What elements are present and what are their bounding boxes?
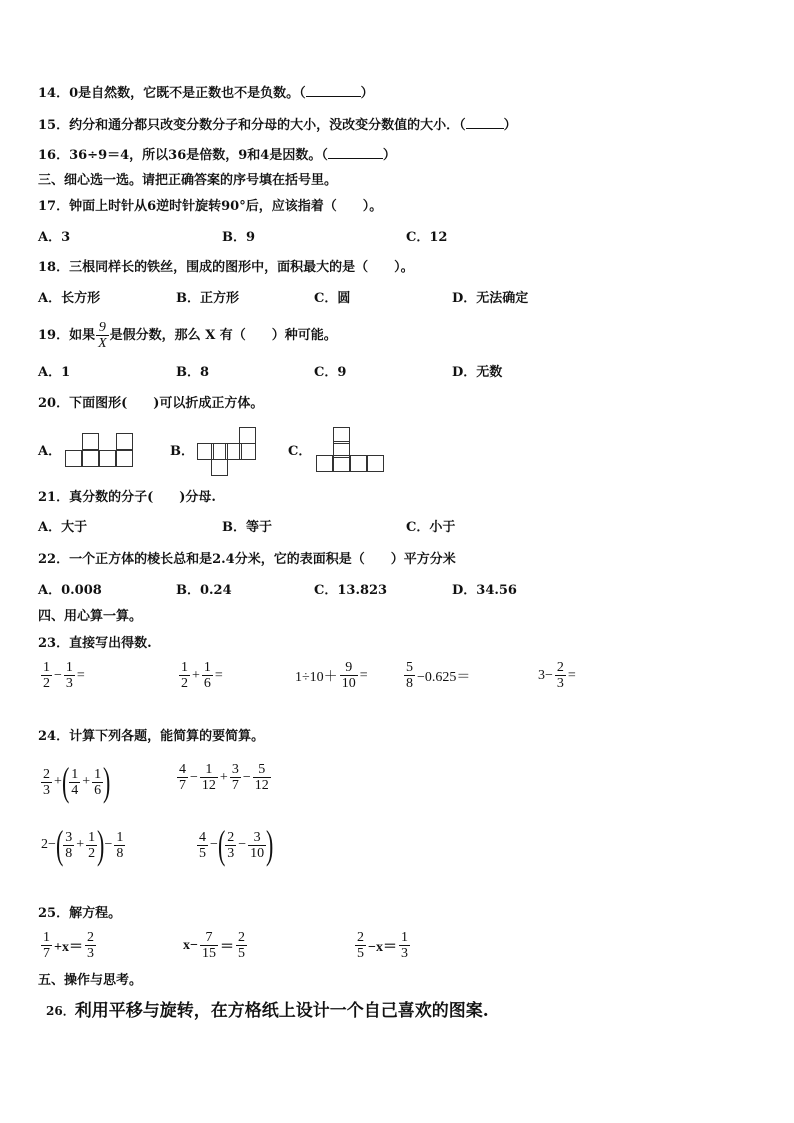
left-paren: (: [217, 822, 226, 867]
fraction: [64, 660, 75, 691]
numerator: 1: [65, 660, 73, 675]
numerator: 4: [199, 829, 206, 845]
q16-close-paren: ）: [382, 148, 396, 163]
fraction: [41, 660, 52, 691]
q25-text: 解方程。: [69, 906, 122, 921]
denominator: 12: [254, 778, 269, 793]
numerator: 3: [253, 829, 261, 845]
numerator: 1: [88, 829, 96, 845]
question-21: [38, 490, 216, 506]
q17-option-b[interactable]: B．9: [222, 230, 256, 245]
operator: −: [104, 837, 113, 852]
q23-expression-4: [403, 660, 471, 691]
q23-number: 23．: [38, 636, 70, 651]
denominator: 15: [201, 946, 216, 961]
q23-expression-5: [537, 660, 577, 691]
fraction: [230, 762, 241, 793]
q20-label-c[interactable]: C．: [288, 444, 312, 459]
equation-middle: ＝: [219, 939, 234, 955]
question-15: [38, 116, 517, 134]
numerator: 2: [237, 930, 245, 945]
question-18: [38, 260, 414, 276]
q15-answer-blank[interactable]: [466, 116, 504, 129]
q14-close-paren: ）: [360, 86, 374, 101]
denominator: 3: [227, 845, 235, 861]
denominator: 8: [406, 676, 413, 691]
denominator: 12: [201, 778, 216, 793]
numerator: 1: [94, 766, 102, 782]
question-20: [38, 396, 263, 412]
q20-net-c: [316, 427, 388, 471]
denominator: 5: [237, 946, 245, 961]
q21-text: 真分数的分子( )分母.: [69, 490, 216, 505]
q18-option-b[interactable]: B．正方形: [176, 291, 239, 306]
numerator: 1: [43, 930, 50, 945]
operator: +: [76, 837, 85, 852]
fraction: [404, 660, 415, 691]
q24-text: 计算下列各题，能简算的要简算。: [69, 729, 265, 744]
operator: +: [219, 769, 228, 785]
operator: −: [54, 667, 62, 683]
q21-option-b[interactable]: B．等于: [222, 520, 272, 535]
q19-fraction: [96, 320, 109, 351]
fraction: [69, 767, 80, 798]
q19-number: 19．: [38, 327, 70, 343]
denominator: 3: [65, 676, 73, 691]
q20-number: 20．: [38, 396, 70, 411]
fraction: [41, 767, 52, 798]
section-4-heading: 四、用心算一算。: [38, 609, 143, 624]
numerator: 2: [556, 660, 564, 675]
numerator: 1: [181, 660, 188, 675]
fraction: [63, 830, 74, 861]
equals: =: [359, 667, 368, 683]
q18-option-a[interactable]: A．长方形: [38, 291, 101, 306]
numerator: 4: [179, 762, 186, 777]
q16-text: 36÷9＝4，所以36是倍数，9和4是因数。（: [69, 148, 328, 163]
q22-number: 22．: [38, 552, 70, 567]
q25-equation-2: [182, 930, 248, 961]
q14-text: 0是自然数，它既不是正数也不是负数。（: [69, 86, 306, 101]
q18-option-d[interactable]: D．无法确定: [452, 291, 529, 306]
q17-option-c[interactable]: C．12: [406, 230, 448, 245]
q24-expression-1: [40, 759, 111, 804]
section-3-heading: 三、细心选一选。请把正确答案的序号填在括号里。: [38, 173, 338, 188]
denominator: 7: [179, 778, 186, 793]
question-14: [38, 84, 374, 102]
q17-number: 17．: [38, 199, 70, 214]
q25-number: 25．: [38, 906, 70, 921]
operator: −: [190, 769, 198, 785]
numerator: 5: [258, 762, 266, 777]
q24-expression-4: [196, 822, 274, 867]
operator: +: [192, 667, 200, 683]
q17-option-a[interactable]: A．3: [38, 230, 71, 245]
q19-fraction-numerator: 9: [98, 320, 106, 335]
fraction: [200, 930, 218, 961]
numerator: 1: [205, 762, 213, 777]
question-26: [46, 1000, 489, 1022]
denominator: 3: [556, 676, 564, 691]
operator: +: [54, 774, 62, 789]
operator: −: [210, 837, 218, 852]
q24-expression-2: [176, 762, 272, 793]
left-paren: (: [55, 822, 64, 867]
denominator: 2: [43, 676, 50, 691]
q23-expression-2: [178, 660, 224, 691]
fraction: [253, 762, 271, 793]
q24-number: 24．: [38, 729, 70, 744]
fraction: [355, 930, 366, 961]
q23-text: 直接写出得数.: [69, 636, 152, 651]
denominator: 7: [231, 778, 239, 793]
question-17: [38, 199, 382, 215]
numerator: 2: [227, 829, 235, 845]
q20-net-b: [197, 427, 257, 475]
denominator: 3: [43, 782, 50, 798]
q16-number: 16．: [38, 148, 70, 163]
denominator: 6: [203, 676, 211, 691]
fraction: [86, 830, 97, 861]
q15-number: 15．: [38, 118, 70, 133]
q15-close-paren: ）: [503, 118, 517, 133]
numerator: 2: [86, 930, 94, 945]
denominator: 5: [357, 946, 364, 961]
numerator: 7: [205, 930, 213, 945]
equals: =: [567, 667, 576, 683]
q19-pre: 如果: [69, 327, 96, 343]
question-23: [38, 636, 152, 652]
fraction: [248, 830, 266, 861]
q20-net-a: [65, 433, 137, 467]
denominator: 10: [341, 676, 356, 691]
numerator: 1: [71, 766, 79, 782]
fraction: [177, 762, 188, 793]
q17-text: 钟面上时针从6逆时针旋转90°后，应该指着（ ）。: [69, 199, 383, 214]
q23-expression-1: [40, 660, 86, 691]
denominator: 3: [400, 946, 408, 961]
expression-prefix: 3−: [538, 667, 553, 683]
q22-option-d[interactable]: D．34.56: [452, 583, 517, 598]
right-paren: ): [97, 822, 105, 867]
q20-label-b[interactable]: B．: [170, 444, 194, 459]
q18-number: 18．: [38, 260, 70, 275]
q26-text: 利用平移与旋转，在方格纸上设计一个自己喜欢的图案.: [74, 1001, 489, 1021]
fraction: [202, 660, 213, 691]
expression-prefix: 1÷10＋: [295, 669, 338, 685]
q19-post: 是假分数，那么 X 有（ ）种可能。: [109, 327, 337, 343]
numerator: 1: [43, 660, 50, 675]
q19-option-c[interactable]: C．9: [314, 365, 347, 380]
section-5-heading: 五、操作与思考。: [38, 973, 143, 988]
fraction: [555, 660, 566, 691]
q23-expression-3: [294, 660, 369, 691]
q19-fraction-denominator: X: [98, 336, 107, 351]
expression-suffix: −0.625＝: [417, 669, 471, 685]
fraction: [92, 767, 103, 798]
q19-option-a[interactable]: A．1: [38, 365, 71, 380]
fraction: [41, 930, 52, 961]
operator: +: [82, 774, 91, 789]
q19-option-d[interactable]: D．无数: [452, 365, 503, 380]
fraction: [225, 830, 236, 861]
numerator: 5: [406, 660, 413, 675]
q22-option-b[interactable]: B．0.24: [176, 583, 232, 598]
q16-answer-blank[interactable]: [328, 146, 383, 159]
denominator: 2: [88, 845, 96, 861]
q20-text: 下面图形( )可以折成正方体。: [69, 396, 264, 411]
denominator: 7: [43, 946, 50, 961]
numerator: 2: [357, 930, 364, 945]
numerator: 9: [345, 660, 353, 675]
numerator: 1: [400, 930, 408, 945]
equation-middle: −x＝: [368, 939, 397, 955]
q25-equation-1: [40, 930, 97, 961]
left-paren: (: [61, 759, 70, 804]
fraction: [399, 930, 410, 961]
q21-option-c[interactable]: C．小于: [406, 520, 456, 535]
question-16: [38, 146, 396, 164]
equation-middle: +x＝: [54, 939, 83, 955]
denominator: 4: [71, 782, 79, 798]
q26-number: 26．: [46, 1004, 75, 1018]
denominator: 3: [86, 946, 94, 961]
fraction: [85, 930, 96, 961]
q22-text: 一个正方体的棱长总和是2.4分米，它的表面积是（ ）平方分米: [69, 552, 456, 567]
numerator: 3: [65, 829, 73, 845]
equals: =: [76, 667, 85, 683]
question-19: [38, 320, 337, 351]
denominator: 2: [181, 676, 188, 691]
equals: =: [214, 667, 223, 683]
fraction: [200, 762, 218, 793]
operator: −: [242, 769, 251, 785]
q18-option-c[interactable]: C．圆: [314, 291, 351, 306]
denominator: 6: [94, 782, 102, 798]
right-paren: ): [103, 759, 111, 804]
fraction: [114, 830, 125, 861]
denominator: 8: [116, 845, 124, 861]
denominator: 5: [199, 845, 206, 861]
question-22: [38, 552, 456, 568]
fraction: [179, 660, 190, 691]
q21-option-a[interactable]: A．大于: [38, 520, 88, 535]
numerator: 1: [116, 829, 124, 845]
q15-text: 约分和通分都只改变分数分子和分母的大小，没改变分数值的大小．（: [69, 118, 466, 133]
expression-prefix: 2−: [41, 837, 56, 852]
question-25: [38, 906, 121, 922]
denominator: 8: [65, 845, 73, 861]
q19-option-b[interactable]: B．8: [176, 365, 210, 380]
q21-number: 21．: [38, 490, 70, 505]
numerator: 3: [231, 762, 239, 777]
denominator: 10: [250, 845, 265, 861]
q18-text: 三根同样长的铁丝，围成的图形中，面积最大的是（ ）。: [69, 260, 414, 275]
q24-expression-3: [40, 822, 126, 867]
q14-number: 14．: [38, 86, 70, 101]
q22-option-a[interactable]: A．0.008: [38, 583, 102, 598]
fraction: [197, 830, 208, 861]
right-paren: ): [266, 822, 274, 867]
fraction: [236, 930, 247, 961]
equation-prefix: x−: [183, 937, 198, 953]
q20-label-a[interactable]: A．: [38, 444, 62, 459]
q22-option-c[interactable]: C．13.823: [314, 583, 388, 598]
q25-equation-3: [354, 930, 411, 961]
fraction: [340, 660, 358, 691]
numerator: 2: [43, 766, 50, 782]
operator: −: [238, 837, 247, 852]
question-24: [38, 729, 264, 745]
q14-answer-blank[interactable]: [306, 84, 361, 97]
numerator: 1: [203, 660, 211, 675]
